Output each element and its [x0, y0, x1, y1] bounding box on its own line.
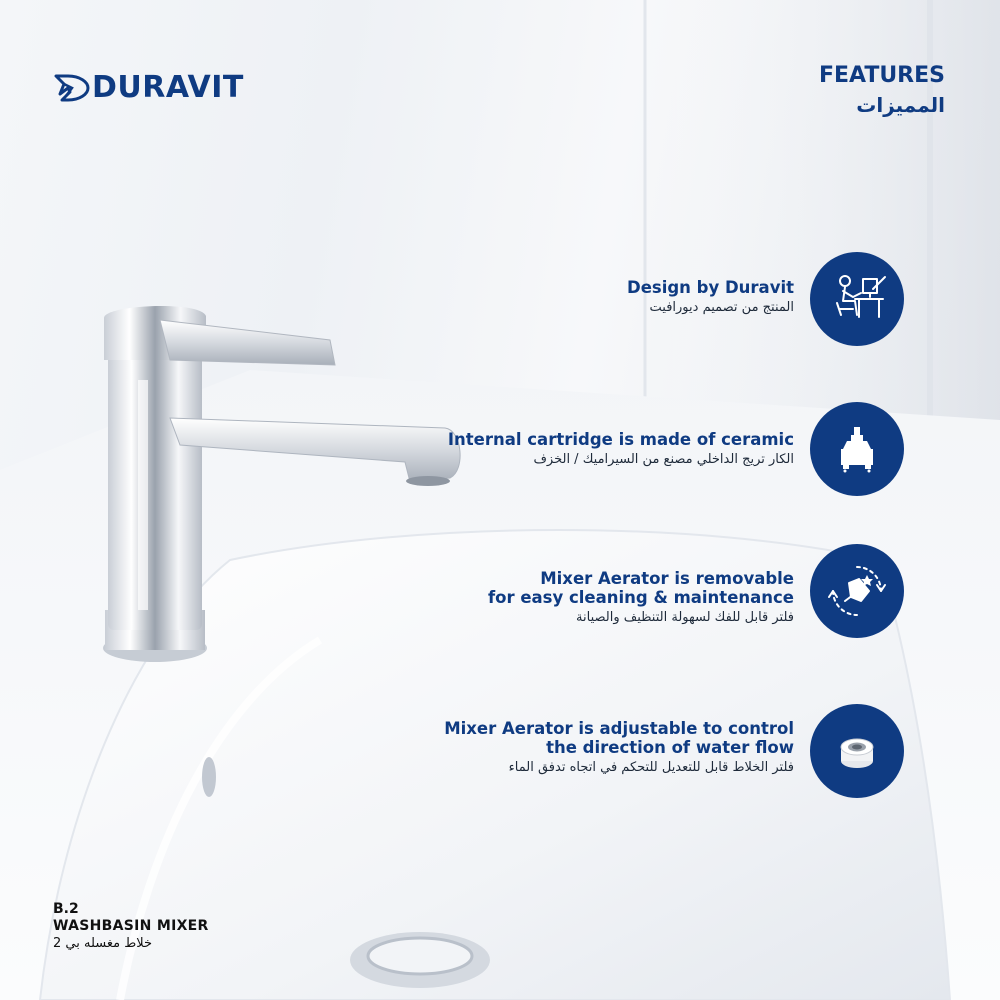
feature-subtitle-arabic: الكار تريج الداخلي مصنع من السيراميك / الخزف [533, 452, 794, 467]
features-title-arabic: المميزات [856, 93, 945, 117]
feature-title-line-1: Mixer Aerator is removable [540, 569, 794, 588]
feature-subtitle-arabic: فلتر قابل للفك لسهولة التنظيف والصيانة [576, 610, 794, 625]
feature-icon-badge [810, 704, 904, 798]
feature-title: Design by Duravit [627, 278, 794, 297]
feature-icon-badge [810, 252, 904, 346]
duravit-logo [54, 72, 244, 104]
feature-ceramic-cartridge [384, 402, 904, 496]
feature-subtitle-arabic: فلتر الخلاط قابل للتعديل للتحكم في اتجاه تدفق الماء [508, 760, 794, 775]
feature-adjustable-aerator [384, 704, 904, 798]
feature-title-line-2: the direction of water flow [546, 738, 794, 757]
aerator-icon [827, 721, 887, 781]
features-title: FEATURES [818, 63, 945, 88]
feature-title-line-2: for easy cleaning & maintenance [487, 588, 794, 607]
cleaning-cycle-icon [827, 561, 887, 621]
product-name: WASHBASIN MIXER [53, 918, 209, 934]
ceramic-cartridge-icon [827, 419, 887, 479]
designer-desk-icon [827, 269, 887, 329]
feature-removable-aerator [384, 544, 904, 638]
product-label [53, 901, 209, 952]
feature-design [384, 252, 904, 346]
duravit-logo-mark-icon [54, 72, 90, 104]
product-code: B.2 [53, 901, 79, 917]
feature-icon-badge [810, 402, 904, 496]
product-name-arabic: خلاط مغسله بي 2 [53, 936, 153, 951]
feature-subtitle-arabic: المنتج من تصميم ديورافيت [649, 300, 794, 315]
feature-icon-badge [810, 544, 904, 638]
feature-title-line-1: Mixer Aerator is adjustable to control [444, 719, 794, 738]
brand-name: DURAVIT [92, 70, 244, 105]
feature-title: Internal cartridge is made of ceramic [447, 430, 794, 449]
